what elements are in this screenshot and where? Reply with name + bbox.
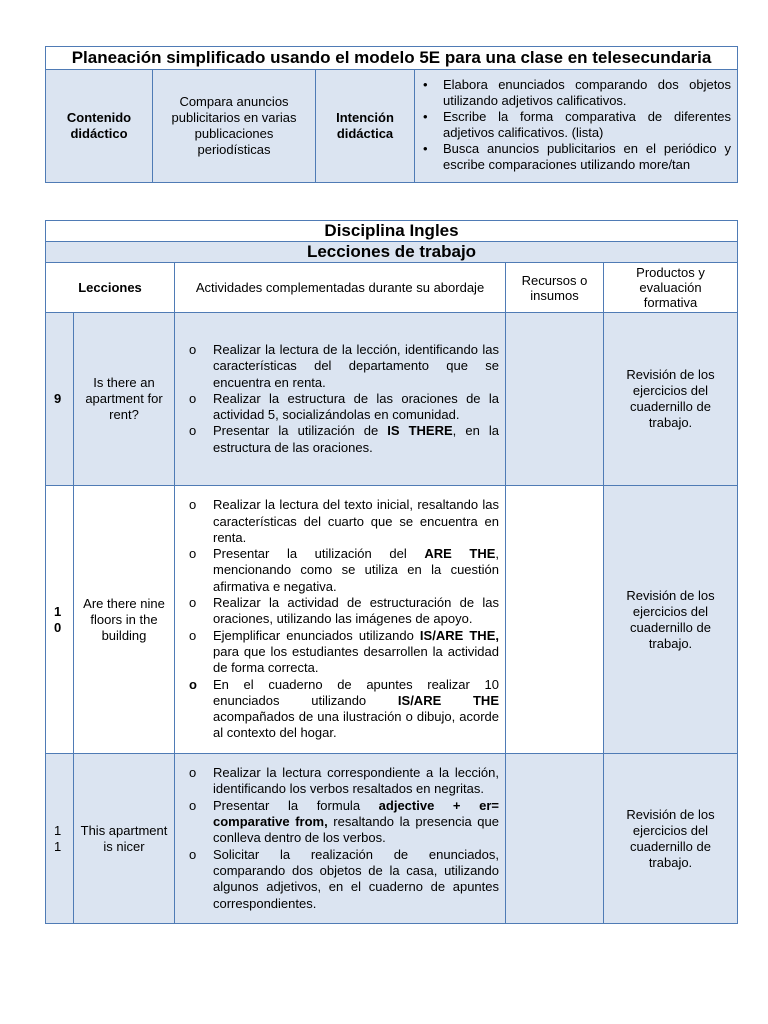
- intention-label: Intención didáctica: [316, 70, 415, 183]
- activity-item: o Ejemplificar enunciados utilizando IS/ARE THE, para que los estudiantes desarrollen la actividad de forma correcta.: [189, 627, 499, 676]
- header-activities: Actividades complementadas durante su abordaje: [175, 263, 506, 313]
- resources-cell: [506, 754, 604, 924]
- planning-title: Planeación simplificado usando el modelo 5E para una clase en telesecundaria: [46, 47, 738, 70]
- activity-item: o En el cuaderno de apuntes realizar 10 enunciados utilizando IS/ARE THE acompañados de una ilustración o dibujo, acorde al contexto del hogar.: [189, 676, 499, 741]
- intention-item: • Elabora enunciados comparando dos objetos utilizando adjetivos calificativos.: [437, 77, 731, 109]
- header-products: Productos y evaluación formativa: [604, 263, 738, 313]
- activity-item: o Realizar la lectura correspondiente a la lección, identificando los verbos resaltados en negritas.: [189, 765, 499, 797]
- header-resources: Recursos o insumos: [506, 263, 604, 313]
- intention-item: • Escribe la forma comparativa de diferentes adjetivos calificativos. (lista): [437, 109, 731, 141]
- content-label: Contenido didáctico: [46, 70, 153, 183]
- bullet-marker: o: [189, 423, 197, 439]
- activity-item: o Realizar la lectura de la lección, identificando las características del departamento que se encuentra en renta.: [189, 341, 499, 390]
- activities-list: [175, 342, 505, 456]
- bullet-marker: o: [189, 497, 197, 513]
- activities-cell: [175, 486, 506, 754]
- evaluation-cell: Revisión de los ejercicios del cuadernillo de trabajo.: [604, 313, 738, 486]
- resources-cell: [506, 486, 604, 754]
- bullet-marker: o: [189, 797, 197, 813]
- lesson-title: Is there an apartment for rent?: [74, 313, 175, 486]
- lesson-number: 1 0: [46, 486, 74, 754]
- bullet-marker: o: [189, 676, 197, 692]
- lessons-subtitle: Lecciones de trabajo: [46, 242, 738, 263]
- activity-item: o Presentar la formula adjective + er= comparative from, resaltando la presencia que conlleva dentro de los verbos.: [189, 797, 499, 846]
- content-value: Compara anuncios publicitarios en varias publicaciones periodísticas: [153, 70, 316, 183]
- evaluation-cell: Revisión de los ejercicios del cuadernillo de trabajo.: [604, 486, 738, 754]
- lesson-title: This apartment is nicer: [74, 754, 175, 924]
- lesson-title: Are there nine floors in the building: [74, 486, 175, 754]
- bullet-marker: o: [189, 595, 197, 611]
- resources-cell: [506, 313, 604, 486]
- intention-list: [415, 77, 737, 175]
- bullet-marker: o: [189, 390, 197, 406]
- activities-cell: [175, 754, 506, 924]
- activity-item: o Realizar la actividad de estructuración de las oraciones, utilizando las imágenes de apoyo.: [189, 595, 499, 627]
- header-lessons: Lecciones: [46, 263, 175, 313]
- activities-cell: [175, 313, 506, 486]
- lesson-number: 9: [46, 313, 74, 486]
- bullet-marker: o: [189, 341, 197, 357]
- activity-item: o Realizar la lectura del texto inicial, resaltando las características del cuarto que se encuentra en renta.: [189, 497, 499, 545]
- activities-list: [175, 765, 505, 912]
- discipline-title: Disciplina Ingles: [46, 221, 738, 242]
- planning-table: [45, 46, 738, 183]
- bullet-marker: o: [189, 846, 197, 862]
- evaluation-cell: Revisión de los ejercicios del cuadernillo de trabajo.: [604, 754, 738, 924]
- table-row: [46, 486, 738, 754]
- bullet-marker: o: [189, 765, 197, 781]
- activity-item: o Presentar la utilización de IS THERE, en la estructura de las oraciones.: [189, 423, 499, 455]
- activity-item: o Presentar la utilización del ARE THE, mencionando como se utiliza en la cuestión afirmativa e negativa.: [189, 546, 500, 594]
- bullet-marker: o: [189, 546, 197, 562]
- bullet-marker: o: [189, 627, 197, 643]
- table-row: [46, 313, 738, 486]
- table-row: [46, 754, 738, 924]
- activity-item: o Solicitar la realización de enunciados, comparando dos objetos de la casa, utilizando algunos adjetivos, en el cuaderno de apuntes correspondientes.: [189, 846, 499, 911]
- intention-list-cell: [415, 70, 738, 183]
- activity-item: o Realizar la estructura de las oraciones de la actividad 5, socializándolas en comunidad.: [189, 390, 499, 423]
- intention-item: • Busca anuncios publicitarios en el periódico y escribe comparaciones utilizando more/tan: [437, 141, 731, 173]
- activities-list: [175, 497, 505, 741]
- lesson-number: 1 1: [46, 754, 74, 924]
- lessons-table: [45, 220, 738, 924]
